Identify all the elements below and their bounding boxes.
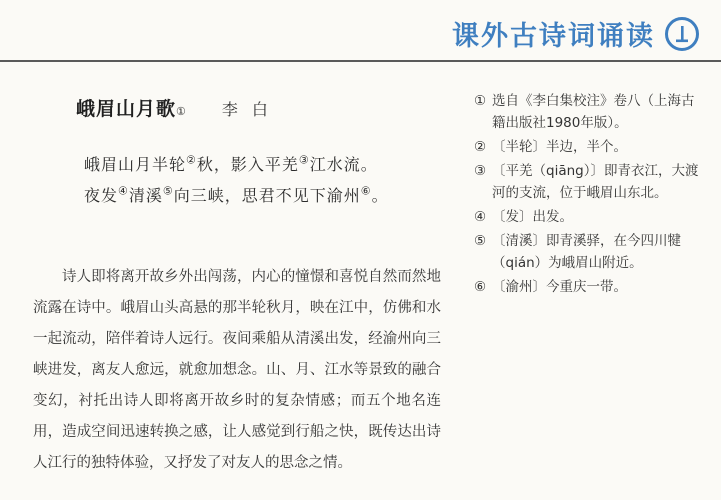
- poem-line-2-part-3: 向三峡，思君不见下渝州: [173, 186, 361, 205]
- footnote-number: ⑤: [474, 233, 487, 249]
- unit-badge: [665, 17, 699, 51]
- poem-line-1-part-2: 秋，影入平羌: [196, 155, 299, 174]
- poem-line-2-part-2: 清溪: [128, 186, 163, 205]
- footnote-number: ③: [474, 163, 487, 179]
- poem-line-2: [84, 183, 389, 206]
- footnote-number: ⑥: [474, 279, 487, 295]
- footnote: [474, 276, 704, 298]
- footnote: [474, 136, 704, 158]
- commentary-paragraph: 诗人即将离开故乡外出闯荡，内心的憧憬和喜悦自然而然地流露在诗中。峨眉山头高悬的那半轮秋月，映在江中，仿佛和水一起流动，陪伴着诗人远行。夜间乘船从清溪出发，经渝州向三峡进发，离友人愈远，就愈加想念。山、月、江水等景致的融合变幻，衬托出诗人即将离开故乡时的复杂情感；而五个地名连用，造成空间迅速转换之感，让人感觉到行船之快，既传达出诗人江行的独特体验，又抒发了对友人的思念之情。: [33, 269, 441, 471]
- unit-one-icon: [674, 25, 690, 43]
- section-title: 课外古诗词诵读: [452, 21, 655, 52]
- poem-title: 峨眉山月歌: [76, 98, 177, 120]
- footnote-number: ④: [474, 209, 487, 225]
- poem-line-2-part-4: 。: [371, 186, 389, 205]
- poem-line-1-part-3: 江水流。: [309, 155, 378, 174]
- footnote-text: 〔平羌（qiāng）〕即青衣江，大渡河的支流，位于峨眉山东北。: [492, 163, 699, 201]
- footnote: [474, 206, 704, 228]
- note-marker-6: ⑥: [360, 184, 372, 198]
- footnote-text: 〔清溪〕即青溪驿，在今四川犍（qián）为峨眉山附近。: [492, 233, 681, 271]
- footnote-text: 选自《李白集校注》卷八（上海古籍出版社1980年版）。: [492, 93, 695, 131]
- footnote: [474, 160, 704, 204]
- footnote: [474, 90, 704, 134]
- poem-line-1: [84, 152, 378, 175]
- footnote-text: 〔渝州〕今重庆一带。: [492, 279, 627, 295]
- footnotes: [474, 90, 704, 300]
- header-rule: [0, 60, 721, 62]
- footnote-number: ②: [474, 139, 487, 155]
- commentary: [33, 262, 441, 479]
- footnote-text: 〔半轮〕半边，半个。: [492, 139, 627, 155]
- footnote: [474, 230, 704, 274]
- footnote-text: 〔发〕出发。: [492, 209, 573, 225]
- poem-line-1-part-1: 峨眉山月半轮: [84, 155, 187, 174]
- footnote-number: ①: [474, 93, 487, 109]
- note-marker-3: ③: [298, 153, 310, 167]
- poem-line-2-part-1: 夜发: [84, 186, 119, 205]
- poem-title-row: 峨眉山月歌 ① 李白: [76, 94, 282, 121]
- section-header: [452, 14, 699, 53]
- note-marker-5: ⑤: [162, 184, 174, 198]
- poem-author: 李白: [221, 100, 282, 119]
- note-marker-4: ④: [118, 184, 129, 198]
- note-marker-2: ②: [186, 153, 197, 167]
